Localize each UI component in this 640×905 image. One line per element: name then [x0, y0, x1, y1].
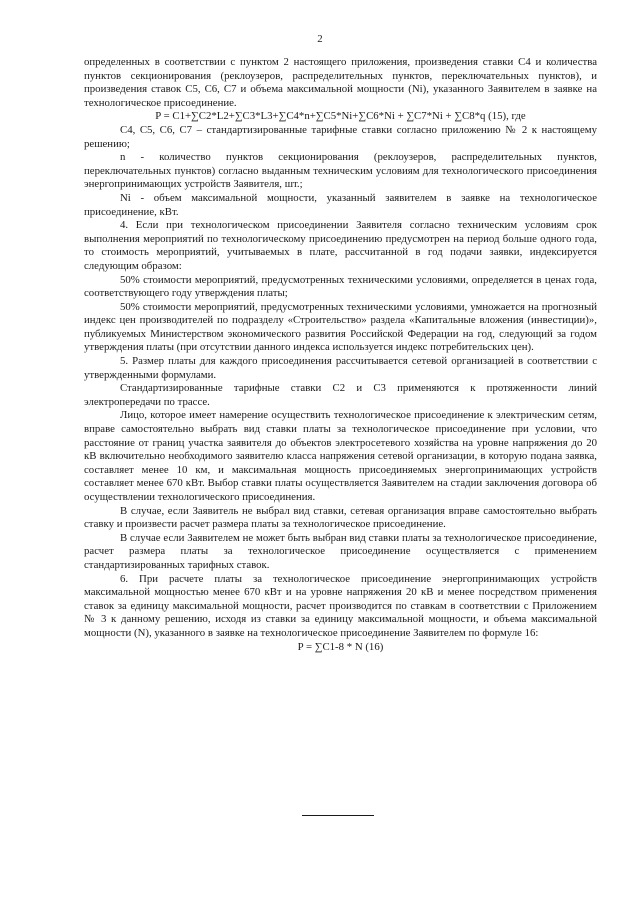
paragraph-c2-c3: Стандартизированные тарифные ставки С2 и С3 применяются к протяженности линий электропередачи по трассе. — [84, 382, 597, 408]
paragraph-n-definition: n - количество пунктов секционирования (реклоузеров, распределительных пунктов, переключательных пунктов) согласно выданным техническим условиям для технологического присоединения энергопринимающих устройств Заявителя, шт.; — [84, 151, 597, 191]
paragraph-standard-rates: В случае если Заявителем не может быть выбран вид ставки платы за технологическое присоединение, расчет размера платы за технологическое присоединение осуществляется с применением стандартизированных тарифных ставок. — [84, 531, 597, 571]
paragraph-item-5: 5. Размер платы для каждого присоединения рассчитывается сетевой организацией в соответствии с утвержденными формулами. — [84, 355, 597, 381]
paragraph-no-choice: В случае, если Заявитель не выбрал вид ставки, сетевая организация вправе самостоятельно выбрать ставку и произвести расчет размера платы за технологическое присоединение. — [84, 504, 597, 531]
paragraph-ni-definition: Ni - объем максимальной мощности, указанный заявителем в заявке на технологическое присоединение, кВт. — [84, 191, 597, 218]
paragraph-50-percent-second: 50% стоимости мероприятий, предусмотренных техническими условиями, умножается на прогнозный индекс цен производителей по подразделу «Строительство» раздела «Капитальные вложения (инвестиции)», публикуемых Министерством экономического развития Российской Федерации на год, следующий за годом утверждения платы (при отсутствии данного индекса используется индекс потребительских цен). — [84, 300, 597, 354]
document-body — [84, 56, 597, 654]
paragraph-item-6: 6. При расчете платы за технологическое присоединение энергопринимающих устройств максимальной мощностью менее 670 кВт и на уровне напряжения 20 кВ и менее посредством применения ставок за единицу максимальной мощности, расчет производится по ставкам в соответствии с Приложением № 3 к данному решению, исходя из ставки за единицу максимальной мощности, и объема максимальной мощности (N), указанного в заявке на технологическое присоединение Заявителем по формуле 16: — [84, 572, 597, 639]
page-number: 2 — [317, 33, 323, 45]
paragraph-50-percent-first: 50% стоимости мероприятий, предусмотренных техническими условиями, определяется в ценах года, соответствующего году утверждения платы; — [84, 273, 597, 300]
formula-16: P = ∑C1-8 * N (16) — [297, 640, 384, 653]
paragraph-rates-definition: С4, С5, С6, С7 – стандартизированные тарифные ставки согласно приложению № 2 к настоящему решению; — [84, 123, 597, 150]
formula-15: P = C1+∑C2*L2+∑C3*L3+∑C4*n+∑C5*Ni+∑C6*Ni + ∑C7*Ni + ∑C8*q (15), где — [155, 110, 526, 123]
paragraph-continuation: определенных в соответствии с пунктом 2 настоящего приложения, произведения ставки С4 и количества пунктов секционирования (реклоузеров, распределительных пунктов, переключательных пунктов), и произведения ставок С5, С6, С7 и объема максимальной мощности (Ni), указанного Заявителем в заявке на технологическое присоединение. — [84, 56, 597, 109]
paragraph-item-4: 4. Если при технологическом присоединении Заявителя согласно техническим условиям срок выполнения мероприятий по технологическому присоединению предусмотрен на период больше одного года, то стоимость мероприятий, учитываемых в плате, рассчитанной в год подачи заявки, индексируется следующим образом: — [84, 219, 597, 272]
paragraph-person-choice: Лицо, которое имеет намерение осуществить технологическое присоединение к электрическим сетям, вправе самостоятельно выбрать вид ставки платы за технологическое присоединение при условии, что расстояние от границ участка заявителя до объектов электросетевого хозяйства на уровне напряжения до 20 кВ включительно необходимого заявителю класса напряжения сетевой организации, в которую подана заявка, составляет менее 10 км, и максимальная мощность присоединяемых энергопринимающих устройств составляет менее 670 кВт. Выбор ставки платы осуществляется Заявителем на стадии заключения договора об осуществлении технологического присоединения. — [84, 409, 597, 503]
closing-divider — [302, 815, 374, 816]
